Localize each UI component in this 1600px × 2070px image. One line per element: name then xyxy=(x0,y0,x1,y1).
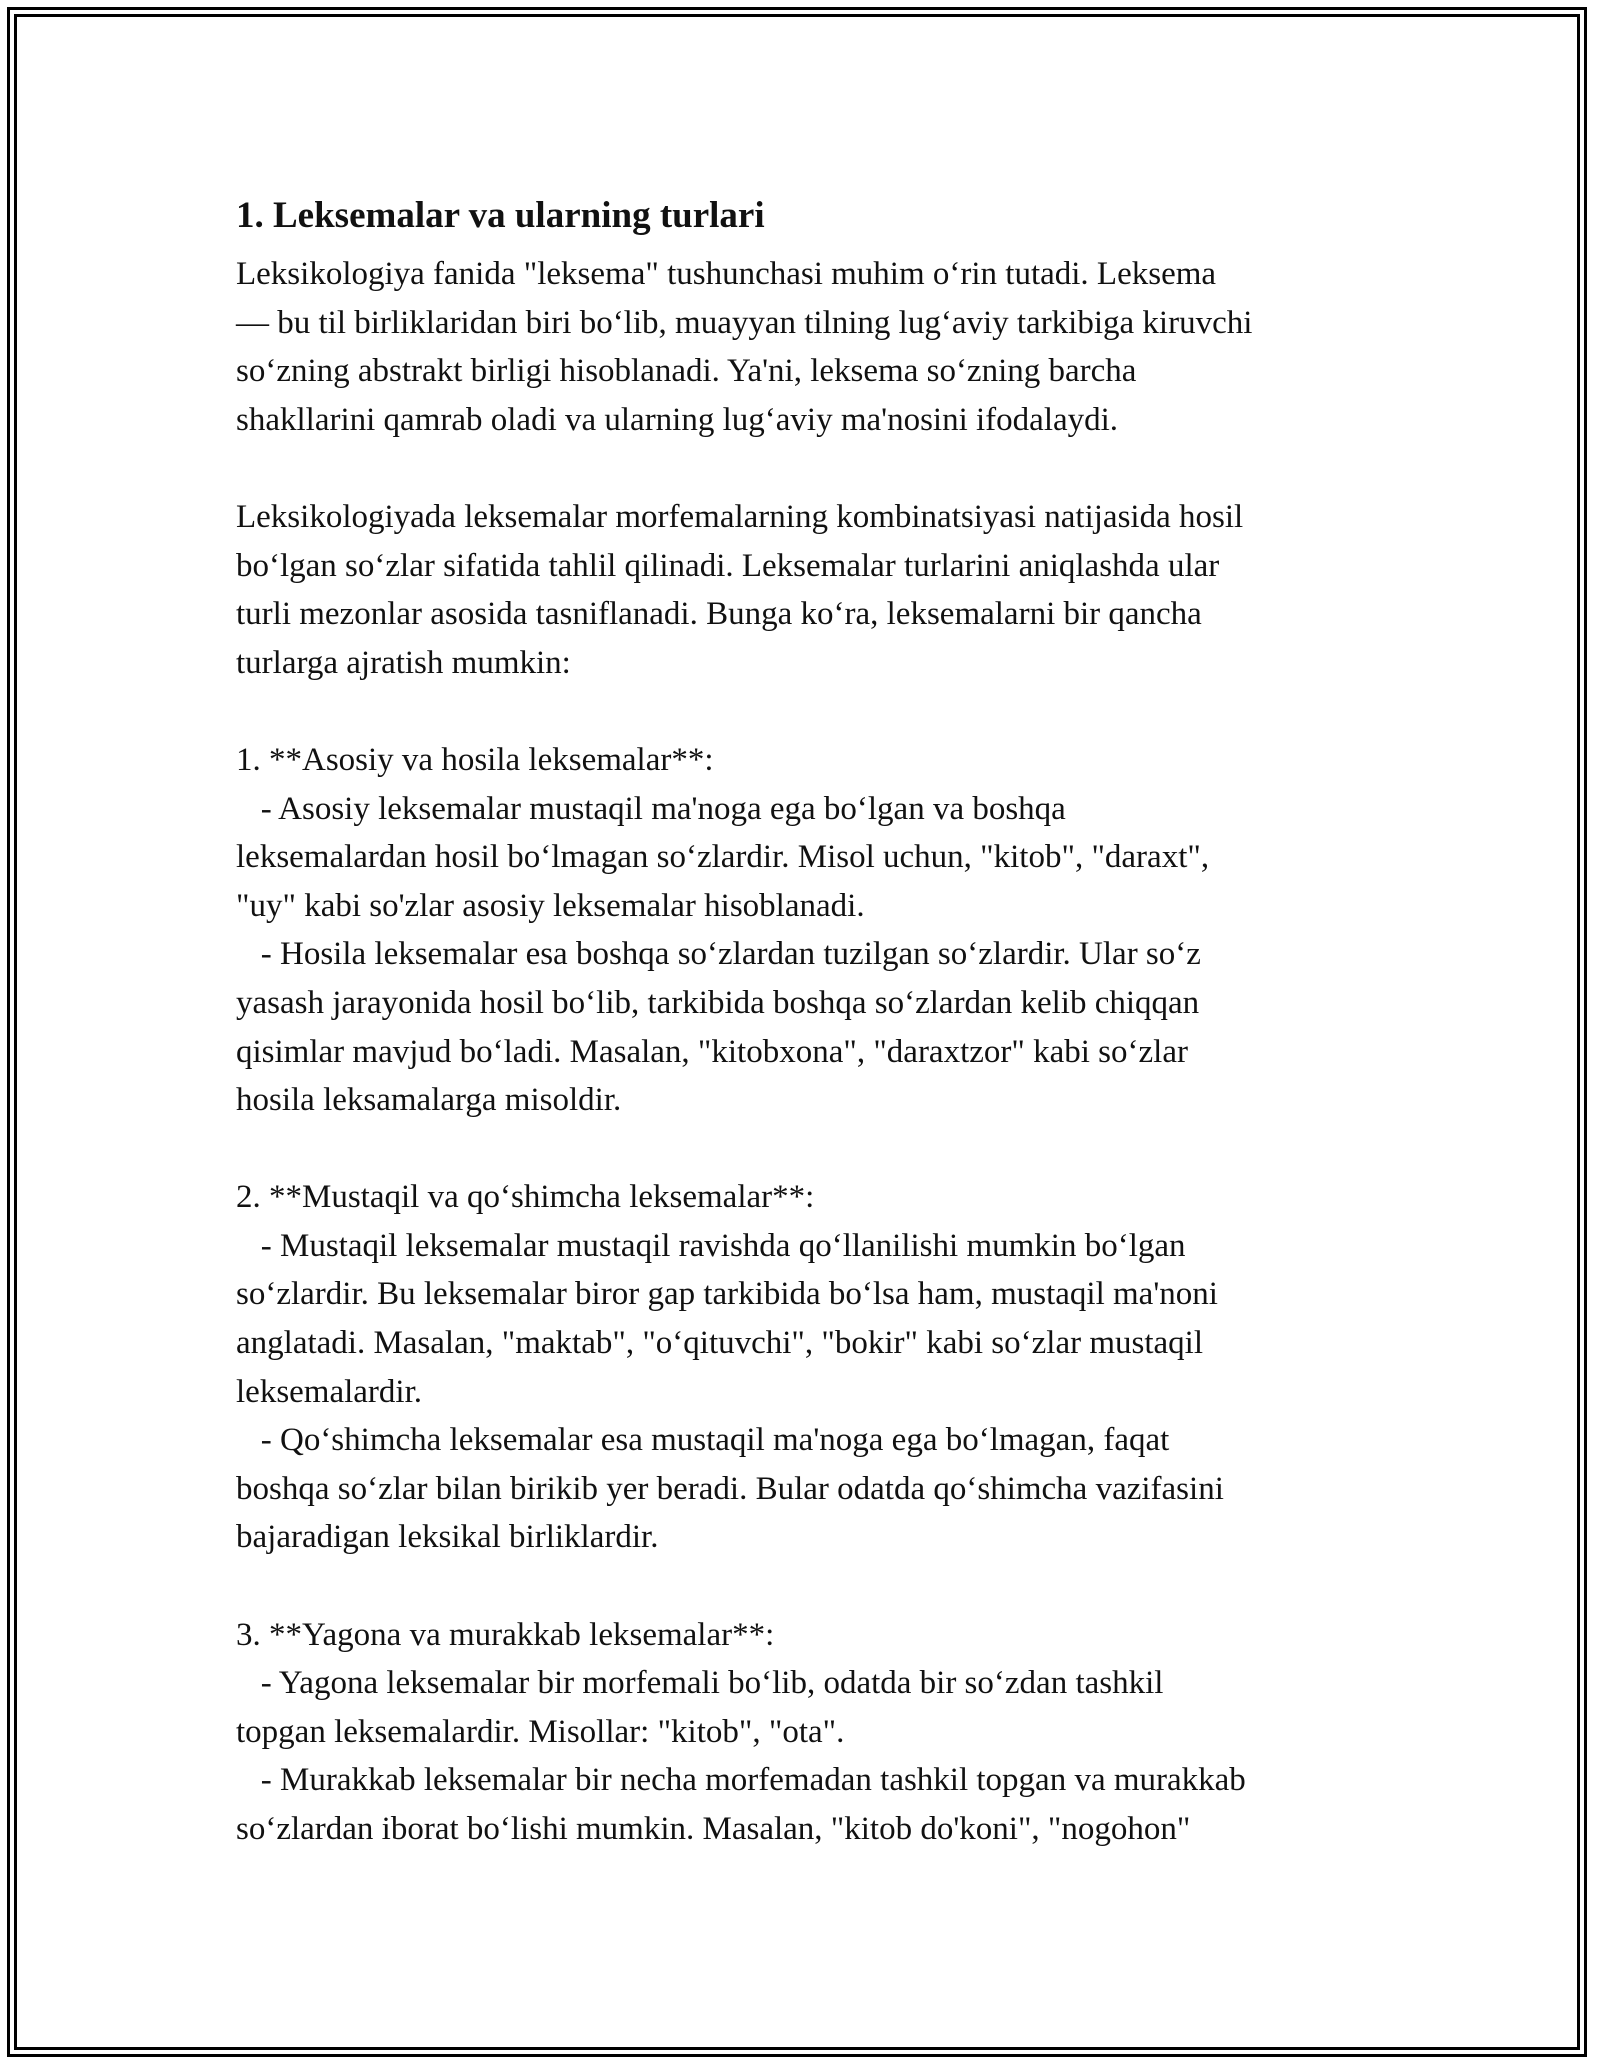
paragraph-gap xyxy=(236,687,1396,736)
paragraph-gap xyxy=(236,444,1396,493)
paragraph-gap xyxy=(236,1562,1396,1611)
text-line: so‘zlardan iborat bo‘lishi mumkin. Masalan, "kitob do'koni", "nogohon" xyxy=(236,1811,1191,1847)
text-line: topgan leksemalardir. Misollar: "kitob", "ota". xyxy=(236,1713,845,1750)
text-line: turlarga ajratish mumkin: xyxy=(236,644,571,681)
text-line: "uy" kabi so'zlar asosiy leksemalar hisoblanadi. xyxy=(236,887,865,924)
document-body xyxy=(236,186,1396,1854)
text-line: qisimlar mavjud bo‘ladi. Masalan, "kitobxona", "daraxtzor" kabi so‘zlar xyxy=(236,1033,1188,1070)
text-line: leksemalardir. xyxy=(236,1373,423,1410)
text-line: leksemalardan hosil bo‘lmagan so‘zlardir. Misol uchun, "kitob", "daraxt", xyxy=(236,839,1210,876)
text-line: yasash jarayonida hosil bo‘lib, tarkibida boshqa so‘zlardan kelib chiqqan xyxy=(236,984,1200,1021)
text-line: - Qo‘shimcha leksemalar esa mustaqil ma'noga ega bo‘lmagan, faqat xyxy=(236,1422,1170,1459)
section-heading: 1. Leksemalar va ularning turlari xyxy=(236,195,765,236)
text-line: - Yagona leksemalar bir morfemali bo‘lib, odatda bir so‘zdan tashkil xyxy=(236,1665,1164,1702)
text-line: hosila leksamalarga misoldir. xyxy=(236,1082,622,1119)
text-line: — bu til birliklaridan biri bo‘lib, muayyan tilning lug‘aviy tarkibiga kiruvchi xyxy=(236,304,1253,341)
text-line: Leksikologiyada leksemalar morfemalarning kombinatsiyasi natijasida hosil xyxy=(236,498,1244,535)
text-line: - Murakkab leksemalar bir necha morfemadan tashkil topgan va murakkab xyxy=(236,1762,1246,1799)
text-line: 2. **Mustaqil va qo‘shimcha leksemalar**: xyxy=(236,1179,815,1216)
text-line: bajaradigan leksikal birliklardir. xyxy=(236,1519,659,1556)
text-line: 1. **Asosiy va hosila leksemalar**: xyxy=(236,741,714,778)
text-line: so‘zlardir. Bu leksemalar biror gap tarkibida bo‘lsa ham, mustaqil ma'noni xyxy=(236,1276,1218,1313)
text-line: shakllarini qamrab oladi va ularning lug‘aviy ma'nosini ifodalaydi. xyxy=(236,401,1119,438)
text-line: turli mezonlar asosida tasniflanadi. Bunga ko‘ra, leksemalarni bir qancha xyxy=(236,596,1202,633)
text-line: so‘zning abstrakt birligi hisoblanadi. Ya'ni, leksema so‘zning barcha xyxy=(236,353,1137,390)
text-line: anglatadi. Masalan, "maktab", "o‘qituvchi", "bokir" kabi so‘zlar mustaqil xyxy=(236,1325,1204,1362)
text-line: Leksikologiya fanida "leksema" tushunchasi muhim o‘rin tutadi. Leksema xyxy=(236,256,1217,292)
text-line: 3. **Yagona va murakkab leksemalar**: xyxy=(236,1616,775,1653)
text-line: - Asosiy leksemalar mustaqil ma'noga ega bo‘lgan va boshqa xyxy=(236,790,1066,827)
paragraph-gap xyxy=(236,1125,1396,1174)
document-text xyxy=(236,250,1396,1854)
text-line: boshqa so‘zlar bilan birikib yer beradi. Bular odatda qo‘shimcha vazifasini xyxy=(236,1470,1224,1507)
text-line: bo‘lgan so‘zlar sifatida tahlil qilinadi. Leksemalar turlarini aniqlashda ular xyxy=(236,547,1220,584)
text-line: - Mustaqil leksemalar mustaqil ravishda qo‘llanilishi mumkin bo‘lgan xyxy=(236,1227,1186,1264)
text-line: - Hosila leksemalar esa boshqa so‘zlardan tuzilgan so‘zlardir. Ular so‘z xyxy=(236,936,1201,973)
